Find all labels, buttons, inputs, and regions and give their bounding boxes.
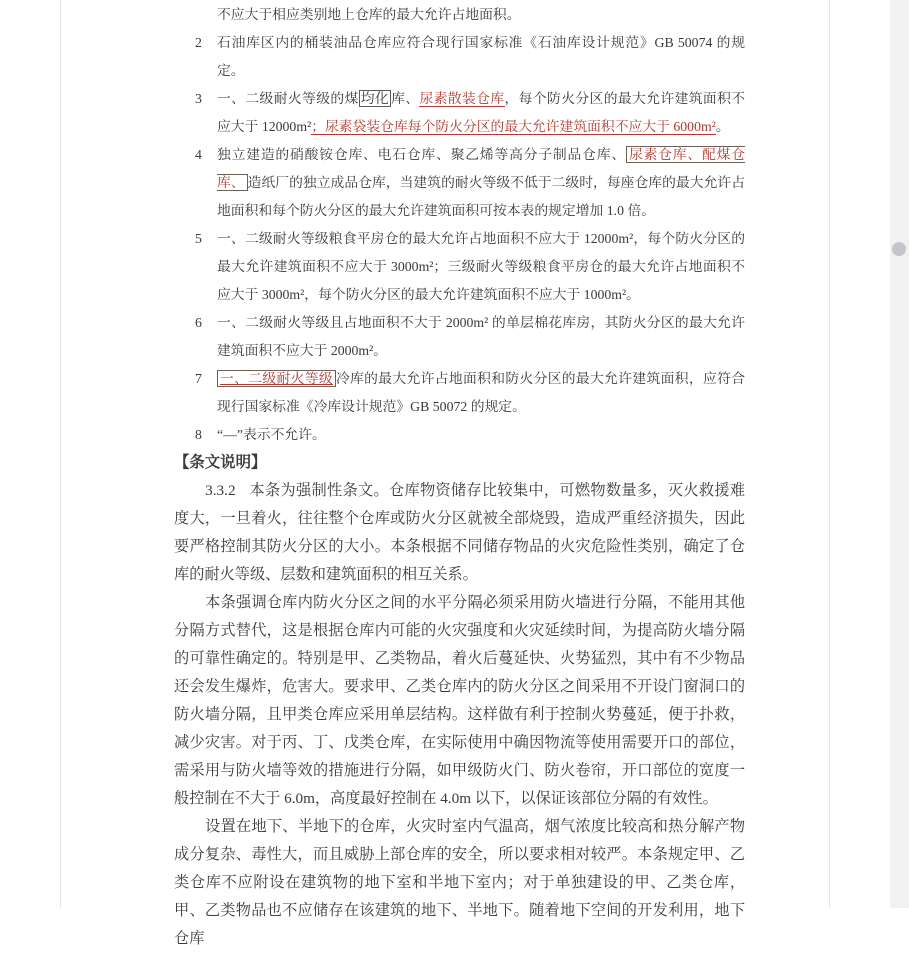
note-text: 独立建造的硝酸铵仓库、电石仓库、聚乙烯等高分子制品仓库、 xyxy=(217,147,626,162)
list-item-6 xyxy=(195,309,745,365)
revision-insert-box-red: 尿素仓库、配煤仓库、 xyxy=(217,147,746,190)
note-text: 冷库的最大允许占地面积和防火分区的最大允许建筑面积，应符合现行国家标准《冷库设计规范》GB 50072 的规定。 xyxy=(217,371,746,414)
note-text: 一、二级耐火等级的煤 xyxy=(217,91,359,106)
clause-number: 3.3.2 xyxy=(205,482,236,499)
commentary-paragraph-3: 设置在地下、半地下的仓库，火灾时室内气温高，烟气浓度比较高和热分解产物成分复杂、毒性大，而且威胁上部仓库的安全，所以要求相对较严。本条规定甲、乙类仓库不应附设在建筑物的地下室和半地下室内；对于单独建设的甲、乙类仓库，甲、乙类物品也不应储存在该建筑的地下、半地下。随着地下空间的开发利用，地下仓库 xyxy=(174,818,745,947)
list-item-continuation xyxy=(195,1,745,29)
scrollbar-track[interactable] xyxy=(890,0,909,908)
list-item-7 xyxy=(195,365,745,421)
paragraph-text: 本条为强制性条文。仓库物资储存比较集中，可燃物数量多，灭火救援难度大，一旦着火，往往整个仓库或防火分区就被全部烧毁，造成严重经济损失，因此要严格控制其防火分区的大小。本条根据不同储存物品的火灾危险性类别，确定了仓库的耐火等级、层数和建筑面积的相互关系。 xyxy=(174,482,745,583)
note-text: 库、 xyxy=(391,91,420,106)
note-text: 一、二级耐火等级且占地面积不大于 2000m² 的单层棉花库房，其防火分区的最大允许建筑面积不应大于 2000m²。 xyxy=(217,315,745,358)
note-text: 造纸厂的独立成品仓库，当建筑的耐火等级不低于二级时，每座仓库的最大允许占地面积和每个防火分区的最大允许建筑面积可按本表的规定增加 1.0 倍。 xyxy=(217,175,746,218)
item-number: 8 xyxy=(195,427,202,442)
note-text: 。 xyxy=(715,119,730,134)
commentary-heading: 【条文说明】 xyxy=(174,454,267,471)
list-item-2 xyxy=(195,29,745,85)
list-item-4 xyxy=(195,141,745,225)
revision-insert-box: 均化 xyxy=(360,91,390,106)
commentary-paragraph-1 xyxy=(174,477,745,589)
list-item-5 xyxy=(195,225,745,309)
note-text: “—”表示不允许。 xyxy=(217,427,326,442)
clause-notes-list xyxy=(195,1,745,449)
item-number: 5 xyxy=(195,231,202,246)
revision-text-underlined: 尿素散装仓库 xyxy=(419,91,505,106)
note-text: 不应大于相应类别地上仓库的最大允许占地面积。 xyxy=(217,7,521,22)
scrollbar-thumb[interactable] xyxy=(892,242,906,256)
page-right-edge xyxy=(829,0,830,908)
document-page xyxy=(61,1,829,953)
revision-text-underlined: ；尿素袋装仓库每个防火分区的最大允许建筑面积不应大于 6000m² xyxy=(311,119,716,134)
list-item-8 xyxy=(195,421,745,449)
item-number: 4 xyxy=(195,147,202,162)
item-number: 7 xyxy=(195,371,202,386)
item-number: 3 xyxy=(195,91,202,106)
commentary-section xyxy=(174,449,745,953)
commentary-paragraph-2: 本条强调仓库内防火分区之间的水平分隔必须采用防火墙进行分隔，不能用其他分隔方式替代，这是根据仓库内可能的火灾强度和火灾延续时间，为提高防火墙分隔的可靠性确定的。特别是甲、乙类物品，着火后蔓延快、火势猛烈，其中有不少物品还会发生爆炸，危害大。要求甲、乙类仓库内的防火分区之间采用不开设门窗洞口的防火墙分隔，且甲类仓库应采用单层结构。这样做有利于控制火势蔓延，便于扑救，减少灾害。对于丙、丁、戊类仓库，在实际使用中确因物流等使用需要开口的部位，需采用与防火墙等效的措施进行分隔，如甲级防火门、防火卷帘，开口部位的宽度一般控制在不大于 6.0m，高度最好控制在 4.0m 以下，以保证该部位分隔的有效性。 xyxy=(174,594,745,807)
item-number: 6 xyxy=(195,315,202,330)
note-text: 一、二级耐火等级粮食平房仓的最大允许占地面积不应大于 12000m²，每个防火分区的最大允许建筑面积不应大于 3000m²；三级耐火等级粮食平房仓的最大允许占地面积不应大于 3000m²，每个防火分区的最大允许建筑面积不应大于 1000m²。 xyxy=(217,231,745,302)
list-item-3 xyxy=(195,85,745,141)
note-text: 石油库区内的桶装油品仓库应符合现行国家标准《石油库设计规范》GB 50074 的规定。 xyxy=(217,35,745,78)
note-text: ，每个防火分区的最大允许建筑面积不应大于 12000m² xyxy=(217,91,746,134)
revision-insert-box-red: 一、二级耐火等级 xyxy=(217,370,336,387)
item-number: 2 xyxy=(195,35,202,50)
